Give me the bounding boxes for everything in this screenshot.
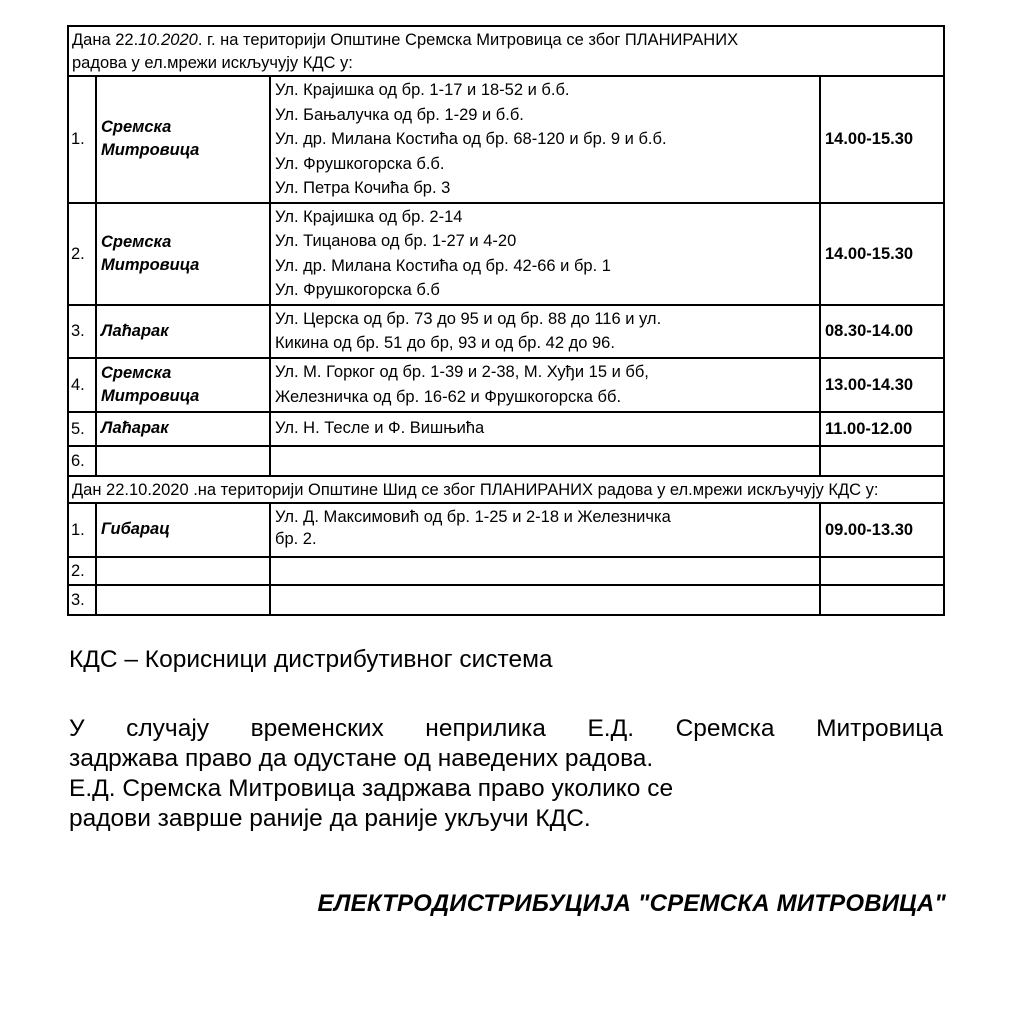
place-name: Гибарац <box>96 503 270 557</box>
municipality-header-row <box>68 476 944 503</box>
street-line: Ул. Тицанова од бр. 1-27 и 4-20 <box>275 232 517 250</box>
paragraph-line: У случају временских неприлика Е.Д. Сремска Митровица <box>69 715 943 742</box>
streets-cell <box>270 203 820 305</box>
kds-definition-note: КДС – Корисници дистрибутивног система <box>69 646 553 673</box>
table-row <box>68 358 944 412</box>
street-line: Ул. Фрушкогорска б.б. <box>275 154 445 173</box>
table-row <box>68 503 944 557</box>
municipality-header-sremska-mitrovica: Дана 22.10.2020. г. на територији Општине Сремска Митровица се због ПЛАНИРАНИХ радова у ел.мрежи искључују КДС у: <box>68 26 944 76</box>
streets-cell <box>270 446 820 476</box>
street-line: Ул. Фрушкогорска б.б <box>275 281 440 299</box>
street-line: Ул. Крајишка од бр. 2-14 <box>275 207 463 226</box>
table-row <box>68 585 944 615</box>
street-line: Ул. Церска од бр. 73 до 95 и од бр. 88 до 116 и ул. <box>275 309 662 328</box>
table-row <box>68 557 944 585</box>
time-range: 14.00-15.30 <box>820 203 944 305</box>
row-number: 6. <box>68 446 96 476</box>
outage-schedule-table <box>67 25 945 616</box>
streets-cell <box>270 412 820 446</box>
place-name <box>96 557 270 585</box>
municipality-header-row <box>68 26 944 76</box>
street-line: Железничка од бр. 16-62 и Фрушкогорска бб. <box>275 387 622 406</box>
table-row <box>68 412 944 446</box>
place-name <box>96 585 270 615</box>
table-row <box>68 203 944 305</box>
street-line: Ул. Петра Кочића бр. 3 <box>275 179 451 197</box>
municipality-header-sid: Дан 22.10.2020 .на територији Општине Шид се због ПЛАНИРАНИХ радова у ел.мрежи искључују КДС у: <box>68 476 944 503</box>
time-range: 11.00-12.00 <box>820 412 944 446</box>
row-number: 4. <box>68 358 96 412</box>
streets-cell <box>270 503 820 557</box>
street-line: Ул. Крајишка од бр. 1-17 и 18-52 и б.б. <box>275 81 570 99</box>
row-number: 2. <box>68 203 96 305</box>
place-name: Сремска Митровица <box>96 76 270 203</box>
time-range: 14.00-15.30 <box>820 76 944 203</box>
place-name: Сремска Митровица <box>96 203 270 305</box>
streets-cell <box>270 585 820 615</box>
table-row <box>68 446 944 476</box>
row-number: 2. <box>68 557 96 585</box>
table-row <box>68 76 944 203</box>
time-range: 13.00-14.30 <box>820 358 944 412</box>
weather-disclaimer-paragraph <box>69 714 943 834</box>
street-line: Ул. Н. Тесле и Ф. Вишњића <box>275 419 485 438</box>
place-name: Лаћарак <box>96 412 270 446</box>
street-line: Ул. др. Милана Костића од бр. 68-120 и бр. 9 и б.б. <box>275 130 667 148</box>
time-range <box>820 585 944 615</box>
streets-cell <box>270 557 820 585</box>
streets-cell <box>270 305 820 358</box>
street-line: Ул. Д. Максимовић од бр. 1-25 и 2-18 и Железничка <box>275 507 671 526</box>
street-line: бр. 2. <box>275 529 317 548</box>
time-range: 09.00-13.30 <box>820 503 944 557</box>
street-line: Ул. др. Милана Костића од бр. 42-66 и бр. 1 <box>275 256 611 275</box>
paragraph-line: задржава право да одустане од наведених радова. <box>69 745 654 772</box>
row-number: 1. <box>68 503 96 557</box>
paragraph-line: Е.Д. Сремска Митровица задржава право уколико се <box>69 775 674 802</box>
row-number: 3. <box>68 305 96 358</box>
time-range: 08.30-14.00 <box>820 305 944 358</box>
company-signature: ЕЛЕКТРОДИСТРИБУЦИЈА "СРЕМСКА МИТРОВИЦА" <box>317 890 946 917</box>
place-name: Сремска Митровица <box>96 358 270 412</box>
table-row <box>68 305 944 358</box>
streets-cell <box>270 358 820 412</box>
paragraph-line: радови заврше раније да раније укључи КДС. <box>69 805 591 832</box>
place-name: Лаћарак <box>96 305 270 358</box>
place-name <box>96 446 270 476</box>
streets-cell <box>270 76 820 203</box>
time-range <box>820 446 944 476</box>
row-number: 1. <box>68 76 96 203</box>
row-number: 5. <box>68 412 96 446</box>
street-line: Ул. М. Горког од бр. 1-39 и 2-38, М. Хуђи 15 и бб, <box>275 363 649 381</box>
date-italic: 10.2020 <box>138 31 198 49</box>
row-number: 3. <box>68 585 96 615</box>
street-line: Кикина од бр. 51 до бр, 93 и од бр. 42 до 96. <box>275 334 615 352</box>
time-range <box>820 557 944 585</box>
street-line: Ул. Бањалучка од бр. 1-29 и б.б. <box>275 105 524 124</box>
